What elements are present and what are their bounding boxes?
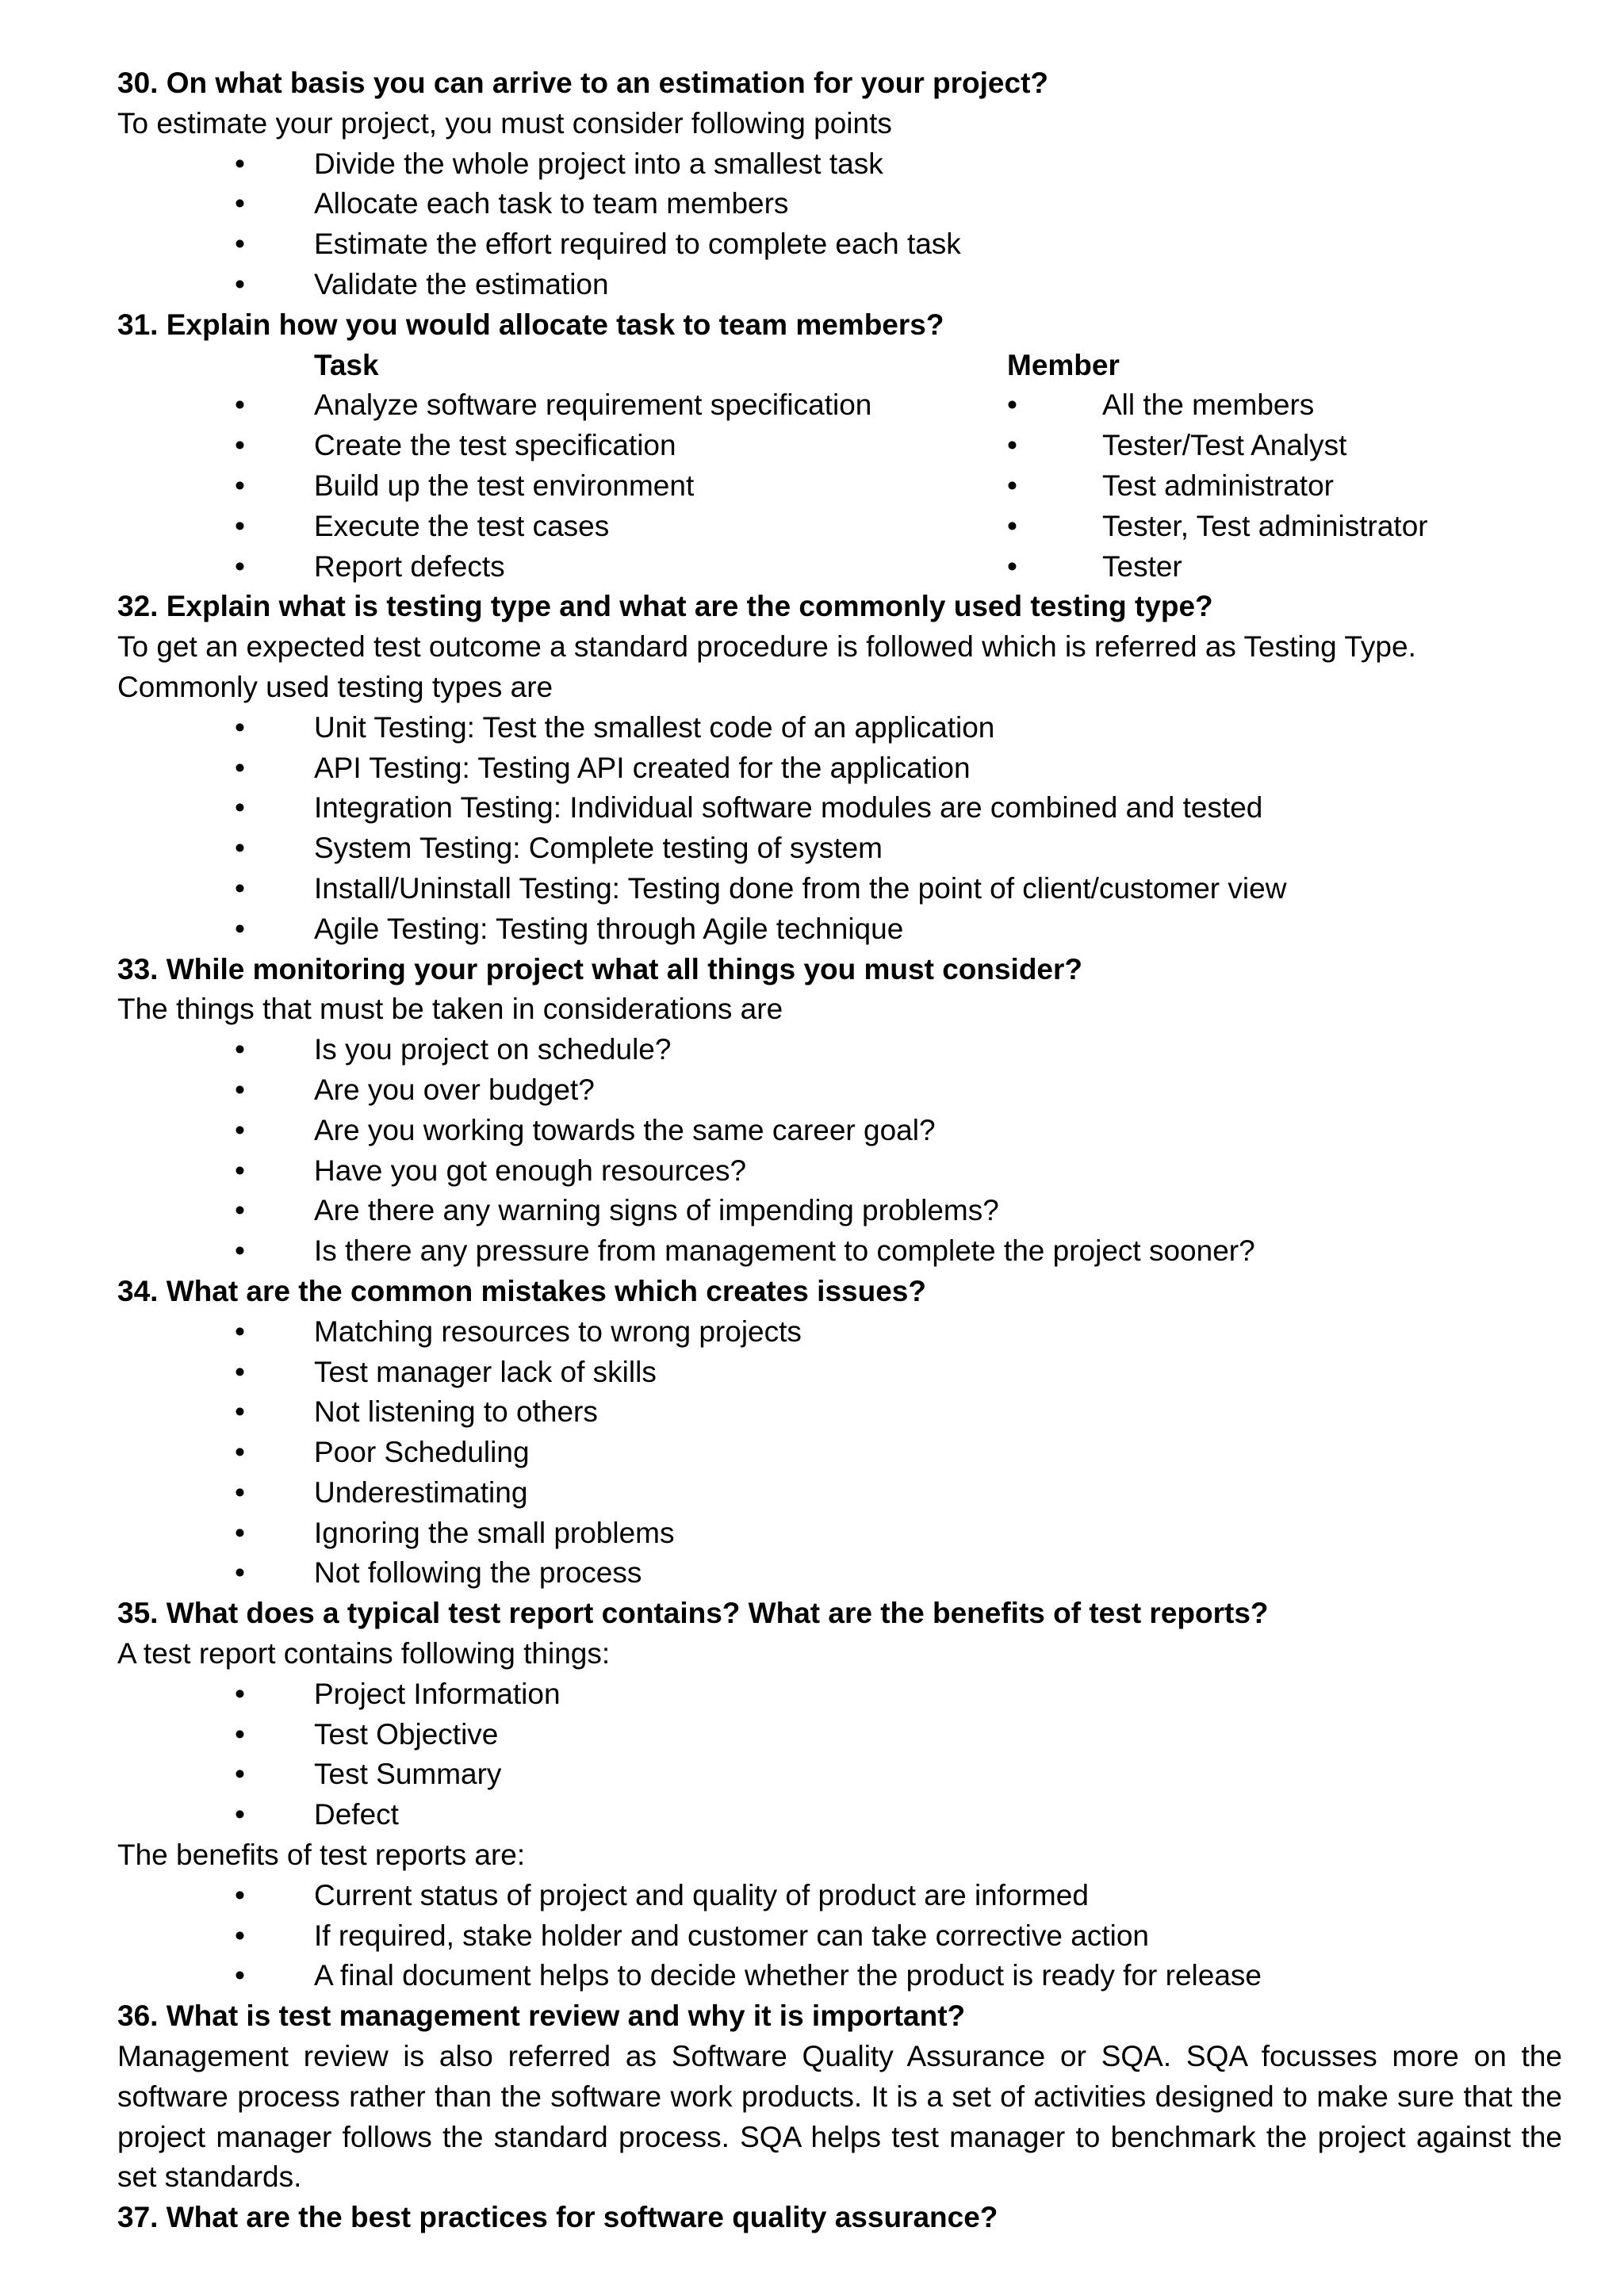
bullet-icon: •	[235, 509, 245, 542]
member-column-header: Member	[1007, 348, 1120, 381]
table-row	[117, 385, 1562, 426]
list-item: • Test manager lack of skills	[117, 1353, 1562, 1393]
question-33-heading: 33. While monitoring your project what all things you must consider?	[117, 952, 1083, 985]
list-item: • Ignoring the small problems	[117, 1513, 1562, 1554]
question-32-heading: 32. Explain what is testing type and what are the commonly used testing type?	[117, 590, 1213, 623]
list-item: • Defect	[117, 1795, 1562, 1835]
bullet-icon: •	[235, 429, 245, 462]
task-cell: Report defects	[314, 549, 505, 583]
question-35-list	[117, 1674, 1562, 1835]
question-32-list	[117, 708, 1562, 950]
question-35-heading: 35. What does a typical test report contains? What are the benefits of test reports?	[117, 1597, 1269, 1630]
question-32-line-1: To get an expected test outcome a standard procedure is followed which is referred as Testing Type.	[117, 630, 1416, 664]
list-item: • Allocate each task to team members	[117, 184, 1562, 224]
list-item: • Not following the process	[117, 1553, 1562, 1594]
list-item: • Are there any warning signs of impending problems?	[117, 1191, 1562, 1231]
bullet-icon: •	[1007, 429, 1017, 462]
member-cell: Tester	[1102, 549, 1182, 583]
list-item: • Are you working towards the same career goal?	[117, 1111, 1562, 1151]
task-column-header: Task	[314, 348, 379, 381]
question-35-intro: A test report contains following things:	[117, 1637, 611, 1670]
member-cell: Test administrator	[1102, 469, 1334, 502]
list-item: • Underestimating	[117, 1473, 1562, 1513]
list-item: • Divide the whole project into a smallest task	[117, 144, 1562, 185]
question-34-heading: 34. What are the common mistakes which creates issues?	[117, 1274, 926, 1307]
table-row	[117, 426, 1562, 466]
list-item: • Test Summary	[117, 1755, 1562, 1795]
bullet-icon: •	[1007, 549, 1017, 583]
member-cell: Tester, Test administrator	[1102, 509, 1428, 542]
question-33-list	[117, 1030, 1562, 1272]
task-cell: Create the test specification	[314, 429, 676, 462]
list-item: • Agile Testing: Testing through Agile technique	[117, 909, 1562, 950]
task-cell: Analyze software requirement specification	[314, 388, 872, 422]
question-30-heading: 30. On what basis you can arrive to an estimation for your project?	[117, 67, 1049, 99]
task-cell: Execute the test cases	[314, 509, 610, 542]
question-32-line-2: Commonly used testing types are	[117, 670, 553, 703]
table-row	[117, 507, 1562, 547]
list-item: • Validate the estimation	[117, 265, 1562, 305]
list-item: • Install/Uninstall Testing: Testing done from the point of client/customer view	[117, 869, 1562, 909]
list-item: • If required, stake holder and customer can take corrective action	[117, 1916, 1562, 1957]
list-item: • Are you over budget?	[117, 1070, 1562, 1111]
question-36-heading: 36. What is test management review and why it is important?	[117, 1999, 966, 2033]
table-header-row	[117, 346, 1562, 386]
bullet-icon: •	[1007, 509, 1017, 542]
list-item: • Unit Testing: Test the smallest code of an application	[117, 708, 1562, 748]
list-item: • Is there any pressure from management to complete the project sooner?	[117, 1231, 1562, 1272]
bullet-icon: •	[235, 469, 245, 502]
list-item: • Project Information	[117, 1674, 1562, 1715]
list-item: • A final document helps to decide whether the product is ready for release	[117, 1956, 1562, 1996]
list-item: • Integration Testing: Individual software modules are combined and tested	[117, 788, 1562, 828]
question-37-heading: 37. What are the best practices for software quality assurance?	[117, 2201, 998, 2234]
list-item: • Matching resources to wrong projects	[117, 1312, 1562, 1353]
question-35-benefits-intro: The benefits of test reports are:	[117, 1839, 526, 1872]
bullet-icon: •	[235, 549, 245, 583]
question-34-list	[117, 1312, 1562, 1594]
bullet-icon: •	[1007, 469, 1017, 502]
member-cell: All the members	[1102, 388, 1315, 422]
list-item: • Estimate the effort required to complete each task	[117, 224, 1562, 265]
task-member-table	[117, 346, 1562, 587]
question-35-benefits-list	[117, 1876, 1562, 1996]
table-row	[117, 547, 1562, 587]
bullet-icon: •	[235, 388, 245, 422]
list-item: • Have you got enough resources?	[117, 1151, 1562, 1192]
question-33-intro: The things that must be taken in considerations are	[117, 993, 783, 1026]
question-30-intro: To estimate your project, you must consider following points	[117, 106, 892, 140]
list-item: • Current status of project and quality of product are informed	[117, 1876, 1562, 1916]
question-31-heading: 31. Explain how you would allocate task to team members?	[117, 308, 944, 341]
question-30-list	[117, 144, 1562, 305]
member-cell: Tester/Test Analyst	[1102, 429, 1347, 462]
list-item: • Not listening to others	[117, 1392, 1562, 1433]
list-item: • System Testing: Complete testing of system	[117, 828, 1562, 869]
task-cell: Build up the test environment	[314, 469, 695, 502]
list-item: • Is you project on schedule?	[117, 1030, 1562, 1070]
table-row	[117, 466, 1562, 507]
document-page	[117, 63, 1562, 2238]
list-item: • API Testing: Testing API created for the application	[117, 748, 1562, 789]
list-item: • Test Objective	[117, 1715, 1562, 1755]
list-item: • Poor Scheduling	[117, 1433, 1562, 1473]
bullet-icon: •	[1007, 388, 1017, 422]
question-36-body: Management review is also referred as Software Quality Assurance or SQA. SQA focusses more on the software process rather than the software work products. It is a set of activities designed to make sure that the project manager follows the standard process. SQA helps test manager to benchmark the project against the set standards.	[117, 2040, 1562, 2194]
